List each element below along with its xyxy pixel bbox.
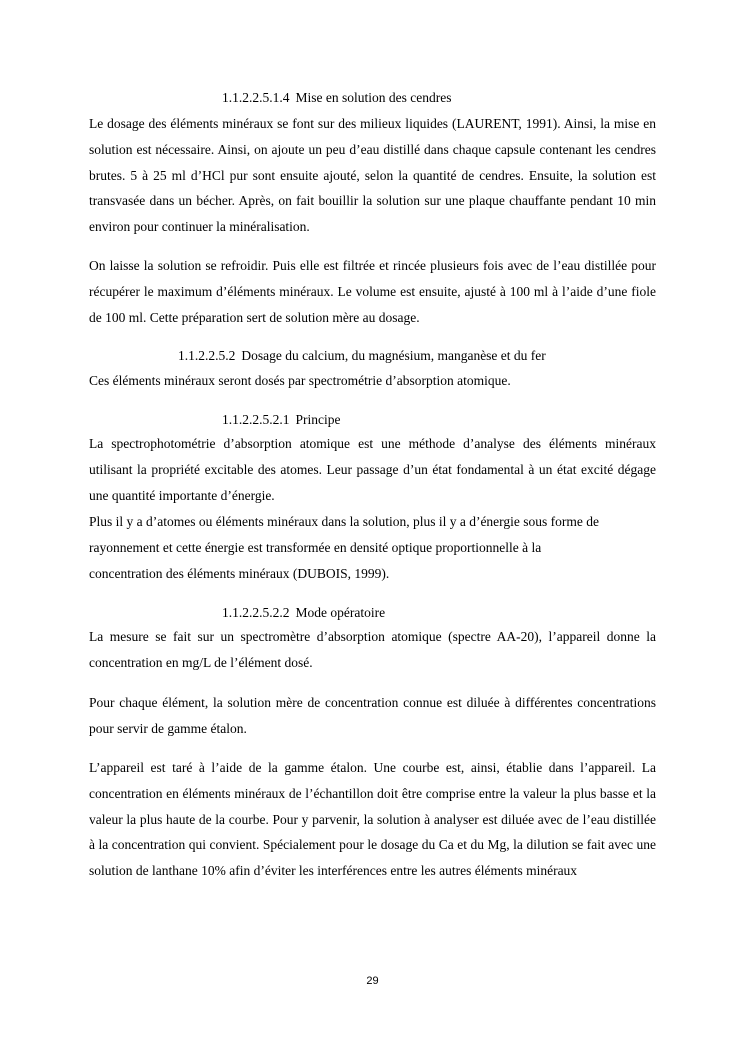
paragraph: Pour chaque élément, la solution mère de concentration connue est diluée à différentes concentrations pour servir de gamme étalon. <box>89 695 656 736</box>
paragraph: La spectrophotométrie d’absorption atomique est une méthode d’analyse des éléments minéraux utilisant la propriété excitable des atomes. Leur passage d’un état fondamental à un état excité dégage une quantité importante d’énergie. <box>89 436 656 503</box>
section-heading <box>222 605 385 621</box>
section-title: Mode opératoire <box>295 605 386 620</box>
paragraph: On laisse la solution se refroidir. Puis elle est filtrée et rincée plusieurs fois avec de l’eau distillée pour récupérer le maximum d’éléments minéraux. Le volume est ensuite, ajusté à 100 ml à l’aide d’une fiole de 100 ml. Cette préparation sert de solution mère au dosage. <box>89 258 656 325</box>
paragraph: Le dosage des éléments minéraux se font sur des milieux liquides (LAURENT, 1991). Ainsi, la mise en solution est nécessaire. Ainsi, on ajoute un peu d’eau distillé dans chaque capsule contenant les cendres brutes. 5 à 25 ml d’HCl pur sont ensuite ajouté, selon la quantité de cendres. Ensuite, la solution est transvasée dans un bécher. Après, on fait bouillir la solution sur une plaque chauffante pendant 10 min environ pour continuer la minéralisation. <box>89 116 656 235</box>
section-number: 1.1.2.2.5.2.1 <box>222 412 290 427</box>
paragraph: L’appareil est taré à l’aide de la gamme étalon. Une courbe est, ainsi, établie dans l’appareil. La concentration en éléments minéraux de l’échantillon doit être comprise entre la valeur la plus basse et la valeur la plus haute de la courbe. Pour y parvenir, la solution à analyser est diluée avec de l’eau distillée à la concentration qui convient. Spécialement pour le dosage du Ca et du Mg, la dilution se fait avec une solution de lanthane 10% afin d’éviter les interférences entre les autres éléments minéraux <box>89 760 656 879</box>
paragraph: Plus il y a d’atomes ou éléments minéraux dans la solution, plus il y a d’énergie sous forme de <box>89 514 600 529</box>
paragraph: rayonnement et cette énergie est transformée en densité optique proportionnelle à la <box>89 540 542 555</box>
paragraph: La mesure se fait sur un spectromètre d’absorption atomique (spectre AA-20), l’appareil donne la concentration en mg/L de l’élément dosé. <box>89 629 656 670</box>
paragraph: concentration des éléments minéraux (DUBOIS, 1999). <box>89 566 390 581</box>
section-title: Dosage du calcium, du magnésium, manganèse et du fer <box>241 348 546 363</box>
section-title: Principe <box>295 412 341 427</box>
section-heading <box>178 348 546 364</box>
section-number: 1.1.2.2.5.2 <box>178 348 236 363</box>
section-number: 1.1.2.2.5.2.2 <box>222 605 290 620</box>
paragraph: Ces éléments minéraux seront dosés par spectrométrie d’absorption atomique. <box>89 373 511 388</box>
section-heading <box>222 90 451 106</box>
page-number: 29 <box>366 975 379 987</box>
section-heading <box>222 412 341 428</box>
section-number: 1.1.2.2.5.1.4 <box>222 90 290 105</box>
section-title: Mise en solution des cendres <box>295 90 452 105</box>
